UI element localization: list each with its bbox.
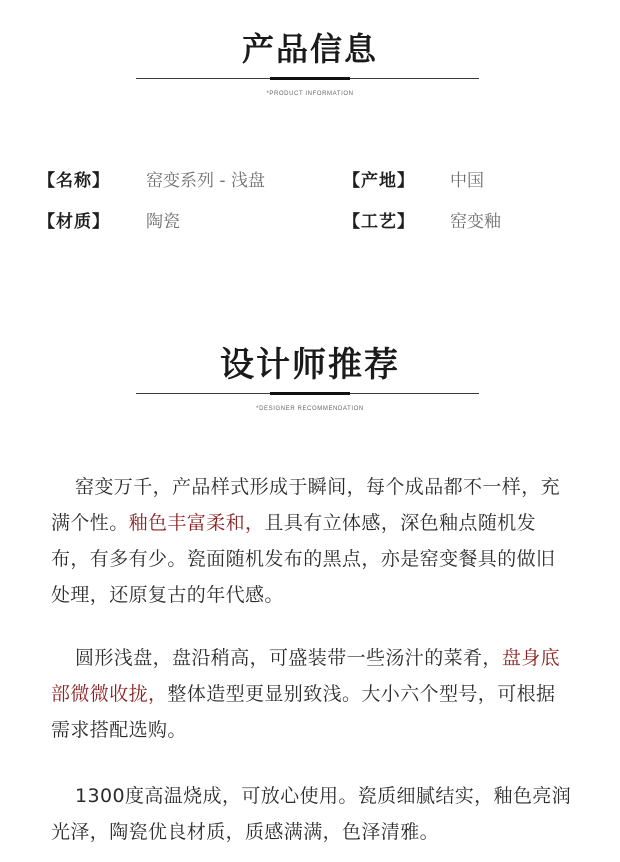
paragraph-2-highlight: 盘身底部微微收拢， xyxy=(51,647,561,705)
designer-paragraph-3 xyxy=(51,778,573,850)
material-value: 陶瓷 xyxy=(146,212,180,232)
designer-title: 设计师推荐 xyxy=(220,345,400,385)
designer-paragraph-1 xyxy=(51,469,573,613)
paragraph-1-text-b: 且具有立体感，深色釉点随机发布，有多有少。瓷面随机发布的黑点，亦是窑变餐具的做旧处理，还原复古的年代感。 xyxy=(51,512,556,606)
designer-rule-accent xyxy=(270,392,350,395)
craft-label: 【工艺】 xyxy=(343,212,415,232)
product-info-rule-accent xyxy=(270,77,350,80)
origin-value: 中国 xyxy=(450,171,484,191)
paragraph-3-text: 1300度高温烧成，可放心使用。瓷质细腻结实，釉色亮润光泽，陶瓷优良材质，质感满满，色泽清雅。 xyxy=(51,785,572,843)
origin-label: 【产地】 xyxy=(343,171,415,191)
product-info-subtitle: *PRODUCT INFORMATION xyxy=(266,91,354,97)
material-label: 【材质】 xyxy=(38,212,110,232)
paragraph-2-text-a: 圆形浅盘，盘沿稍高，可盛装带一些汤汁的菜肴， xyxy=(75,647,502,669)
designer-subtitle: *DESIGNER RECOMMENDATION xyxy=(256,406,364,412)
paragraph-1-text-a: 窑变万千，产品样式形成于瞬间，每个成品都不一样，充满个性。 xyxy=(51,476,561,534)
paragraph-2-text-b: 整体造型更显别致浅。大小六个型号，可根据需求搭配选购。 xyxy=(51,683,556,741)
paragraph-1-highlight: 釉色丰富柔和， xyxy=(128,512,265,534)
product-info-title: 产品信息 xyxy=(241,30,378,68)
craft-value: 窑变釉 xyxy=(450,212,501,232)
name-value: 窑变系列 - 浅盘 xyxy=(146,171,265,191)
designer-paragraph-2 xyxy=(51,640,573,748)
name-label: 【名称】 xyxy=(38,171,110,191)
